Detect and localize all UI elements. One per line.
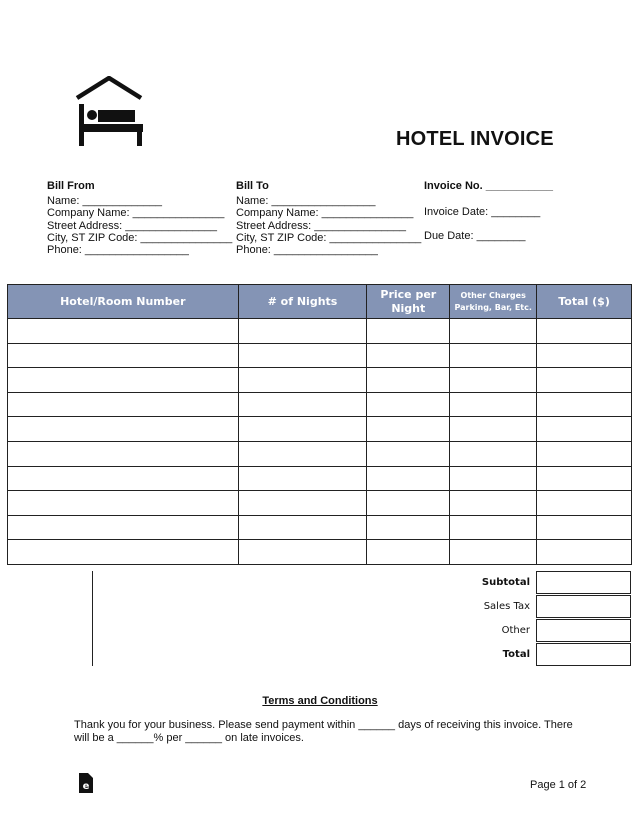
page-number: Page 1 of 2 (530, 779, 587, 791)
nights-cell[interactable] (238, 368, 367, 393)
sales-tax-label: Sales Tax (483, 601, 530, 612)
room-number-cell[interactable] (8, 417, 239, 442)
price-cell[interactable] (367, 343, 450, 368)
invoice-number-field[interactable]: Invoice No. ___________ (424, 180, 554, 192)
nights-cell[interactable] (238, 319, 367, 344)
bill-to-phone[interactable]: Phone: _________________ (236, 244, 378, 257)
e-logo-icon (79, 773, 93, 793)
other-charges-cell[interactable] (450, 441, 537, 466)
total-field[interactable] (536, 643, 631, 666)
total-cell[interactable] (537, 319, 632, 344)
room-number-cell[interactable] (8, 515, 239, 540)
price-cell[interactable] (367, 515, 450, 540)
bill-from-company[interactable]: Company Name: _______________ (47, 207, 225, 220)
bill-from-phone[interactable]: Phone: _________________ (47, 244, 189, 257)
total-label: Total (502, 649, 530, 660)
nights-cell[interactable] (238, 466, 367, 491)
total-cell[interactable] (537, 515, 632, 540)
table-row (8, 417, 632, 442)
room-number-cell[interactable] (8, 466, 239, 491)
nights-cell[interactable] (238, 491, 367, 516)
sales-tax-field[interactable] (536, 595, 631, 618)
room-number-cell[interactable] (8, 491, 239, 516)
bill-from-street[interactable]: Street Address: _______________ (47, 219, 218, 232)
total-cell[interactable] (537, 491, 632, 516)
bill-to-section (236, 180, 421, 256)
table-row (8, 515, 632, 540)
bill-from-city[interactable]: City, ST ZIP Code: _______________ (47, 231, 233, 244)
bill-from-name[interactable]: Name: _____________ (47, 195, 162, 208)
invoice-items-table (7, 284, 632, 565)
other-label: Other (501, 625, 530, 636)
total-cell[interactable] (537, 343, 632, 368)
other-charges-cell[interactable] (450, 392, 537, 417)
total-cell[interactable] (537, 392, 632, 417)
bill-to-company[interactable]: Company Name: _______________ (236, 207, 414, 220)
nights-cell[interactable] (238, 441, 367, 466)
price-cell[interactable] (367, 466, 450, 491)
other-field[interactable] (536, 619, 631, 642)
bill-from-heading: Bill From (47, 180, 95, 192)
table-row (8, 540, 632, 565)
room-number-cell[interactable] (8, 441, 239, 466)
other-charges-cell[interactable] (450, 540, 537, 565)
table-row (8, 466, 632, 491)
header-other-charges: Other Charges Parking, Bar, Etc. (450, 285, 537, 319)
subtotal-label: Subtotal (481, 577, 530, 588)
total-cell[interactable] (537, 368, 632, 393)
price-cell[interactable] (367, 319, 450, 344)
table-row (8, 368, 632, 393)
due-date-field[interactable]: Due Date: ________ (424, 230, 526, 242)
other-charges-cell[interactable] (450, 343, 537, 368)
bill-to-city[interactable]: City, ST ZIP Code: _______________ (236, 231, 422, 244)
bill-from-section (47, 180, 232, 256)
svg-text:e: e (82, 781, 90, 792)
bill-to-street[interactable]: Street Address: _______________ (236, 219, 407, 232)
table-row (8, 392, 632, 417)
room-number-cell[interactable] (8, 392, 239, 417)
table-row (8, 491, 632, 516)
table-row (8, 343, 632, 368)
nights-cell[interactable] (238, 417, 367, 442)
room-number-cell[interactable] (8, 540, 239, 565)
price-cell[interactable] (367, 540, 450, 565)
other-charges-cell[interactable] (450, 491, 537, 516)
other-charges-cell[interactable] (450, 368, 537, 393)
total-cell[interactable] (537, 540, 632, 565)
other-charges-cell[interactable] (450, 417, 537, 442)
invoice-title: HOTEL INVOICE (396, 128, 554, 150)
other-charges-cell[interactable] (450, 515, 537, 540)
terms-text: Thank you for your business. Please send payment within ______ days of receiving this invoice. There will be a ______% per ______ on late invoices. (74, 719, 573, 744)
price-cell[interactable] (367, 368, 450, 393)
bill-to-heading: Bill To (236, 180, 269, 192)
other-charges-cell[interactable] (450, 466, 537, 491)
subtotal-field[interactable] (536, 571, 631, 594)
header-total: Total ($) (537, 285, 632, 319)
totals-divider (92, 571, 93, 666)
room-number-cell[interactable] (8, 343, 239, 368)
room-number-cell[interactable] (8, 319, 239, 344)
price-cell[interactable] (367, 417, 450, 442)
header-price-per-night: Price per Night (367, 285, 450, 319)
table-row (8, 319, 632, 344)
price-cell[interactable] (367, 491, 450, 516)
nights-cell[interactable] (238, 540, 367, 565)
table-row (8, 441, 632, 466)
nights-cell[interactable] (238, 343, 367, 368)
invoice-date-field[interactable]: Invoice Date: ________ (424, 206, 541, 218)
nights-cell[interactable] (238, 515, 367, 540)
terms-heading: Terms and Conditions (262, 695, 378, 707)
header-room-number: Hotel/Room Number (8, 285, 239, 319)
total-cell[interactable] (537, 466, 632, 491)
nights-cell[interactable] (238, 392, 367, 417)
price-cell[interactable] (367, 392, 450, 417)
price-cell[interactable] (367, 441, 450, 466)
header-nights: # of Nights (238, 285, 367, 319)
total-cell[interactable] (537, 417, 632, 442)
bill-to-name[interactable]: Name: _________________ (236, 195, 376, 208)
total-cell[interactable] (537, 441, 632, 466)
hotel-bed-icon (73, 76, 145, 148)
room-number-cell[interactable] (8, 368, 239, 393)
other-charges-cell[interactable] (450, 319, 537, 344)
